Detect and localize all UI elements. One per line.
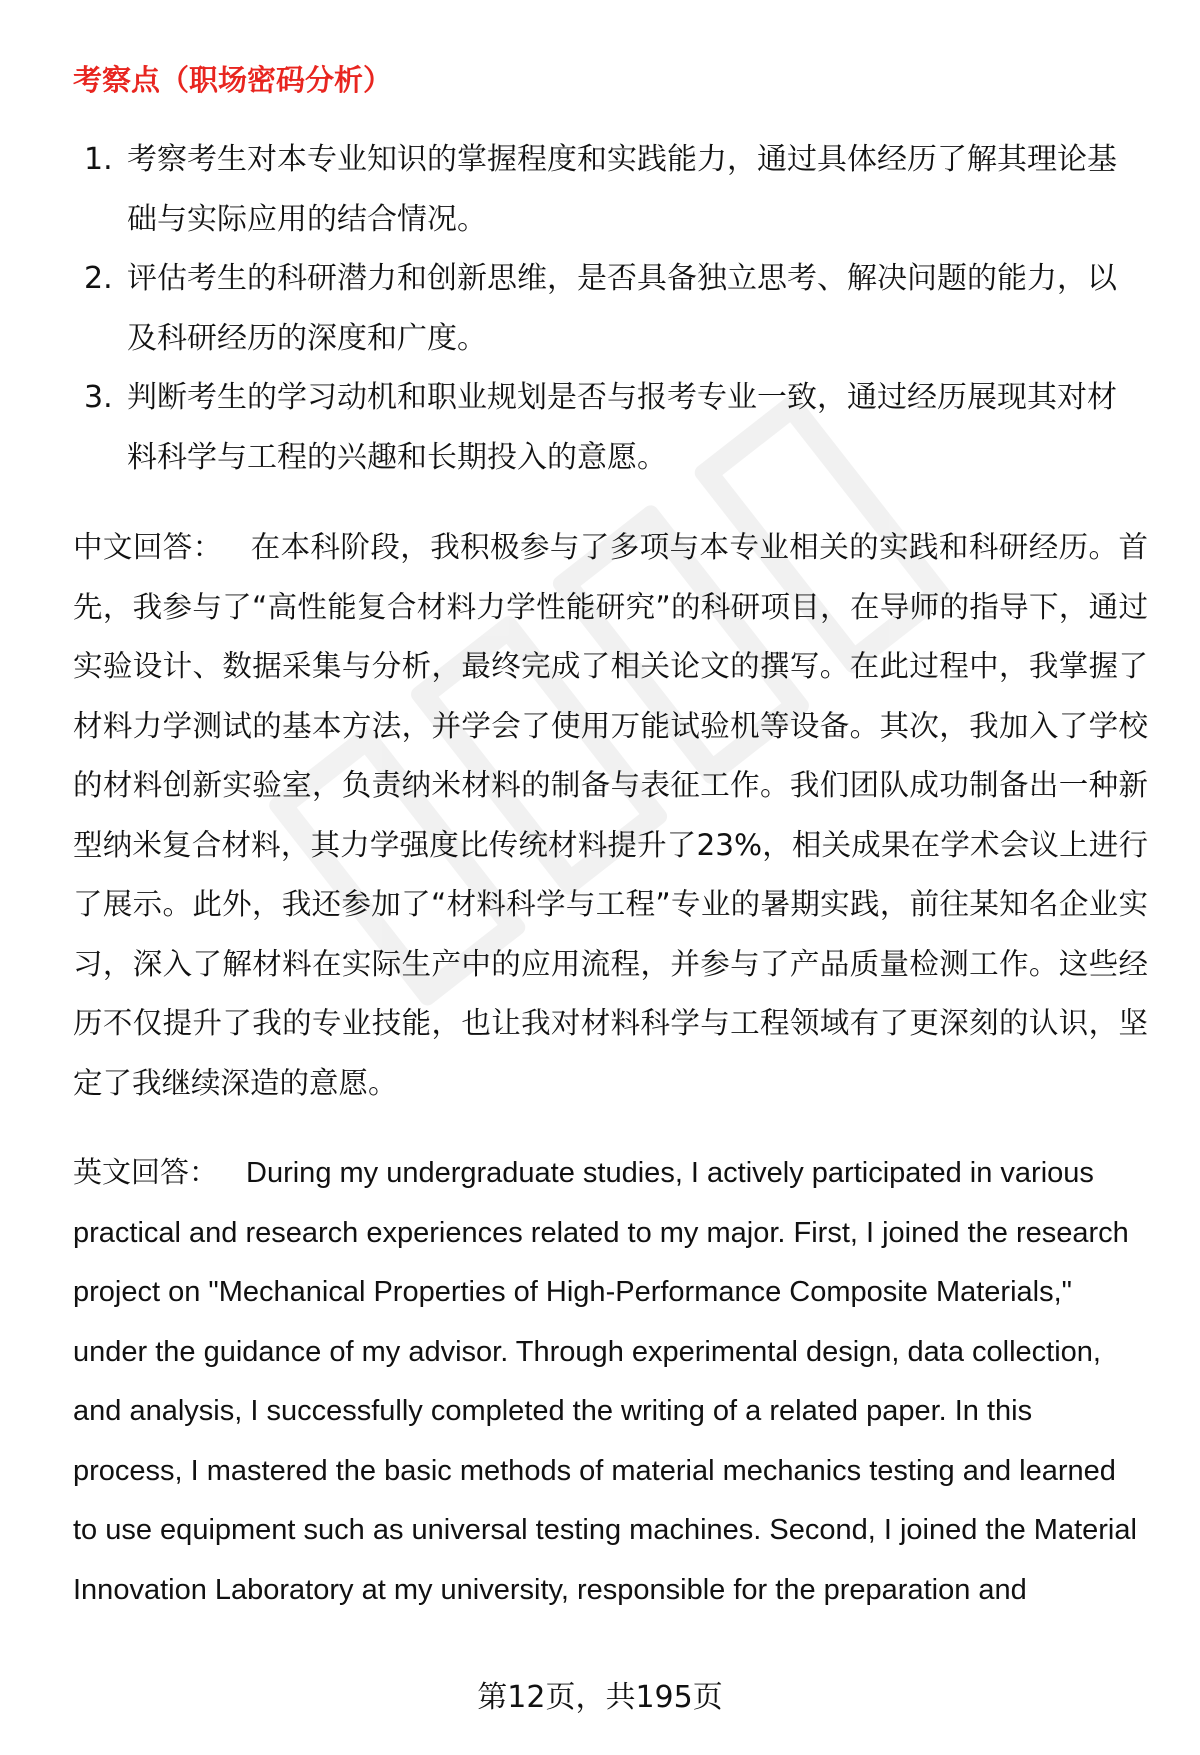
list-item-text: 判断考生的学习动机和职业规划是否与报考专业一致，通过经历展现其对材料科学与工程的兴趣和长期投入的意愿。 [127,380,1117,475]
chinese-answer-label: 中文回答： [73,530,223,564]
english-answer-label: 英文回答： [73,1155,219,1189]
list-item-text: 评估考生的科研潜力和创新思维，是否具备独立思考、解决问题的能力，以及科研经历的深度和广度。 [127,261,1117,356]
chinese-answer-text: 在本科阶段，我积极参与了多项与本专业相关的实践和科研经历。首先，我参与了“高性能复合材料力学性能研究”的科研项目，在导师的指导下，通过实验设计、数据采集与分析，最终完成了相关论文的撰写。在此过程中，我掌握了材料力学测试的基本方法，并学会了使用万能试验机等设备。其次，我加入了学校的材料创新实验室，负责纳米材料的制备与表征工作。我们团队成功制备出一种新型纳米复合材料，其力学强度比传统材料提升了23%，相关成果在学术会议上进行了展示。此外，我还参加了“材料科学与工程”专业的暑期实践，前往某知名企业实习，深入了解材料在实际生产中的应用流程，并参与了产品质量检测工作。这些经历不仅提升了我的专业技能，也让我对材料科学与工程领域有了更深刻的认识，坚定了我继续深造的意愿。 [73,530,1148,1100]
chinese-answer-paragraph [73,518,1148,1113]
list-item-number: 1. [84,142,113,177]
list-item-number: 2. [84,261,113,296]
list-item [84,130,1144,249]
english-answer-text: During my undergraduate studies, I actively participated in various practical and research experiences related to my major. First, I joined the research project on "Mechanical Properties of High-Performance Composite Materials," under the guidance of my advisor. Through experimental design, data collection, and analysis, I successfully completed the writing of a related paper. In this process, I mastered the basic methods of material mechanics testing and learned to use equipment such as universal testing machines. Second, I joined the Material Innovation Laboratory at my university, responsible for the preparation and [73,1157,1137,1606]
list-item-text: 考察考生对本专业知识的掌握程度和实践能力，通过具体经历了解其理论基础与实际应用的结合情况。 [127,142,1117,237]
assessment-points-list [84,130,1144,487]
list-item-number: 3. [84,380,113,415]
english-answer-paragraph [73,1143,1148,1620]
list-item [84,249,1144,368]
list-item [84,368,1144,487]
section-title: 考察点（职场密码分析） [73,63,393,97]
page-number: 第12页，共195页 [477,1680,723,1715]
